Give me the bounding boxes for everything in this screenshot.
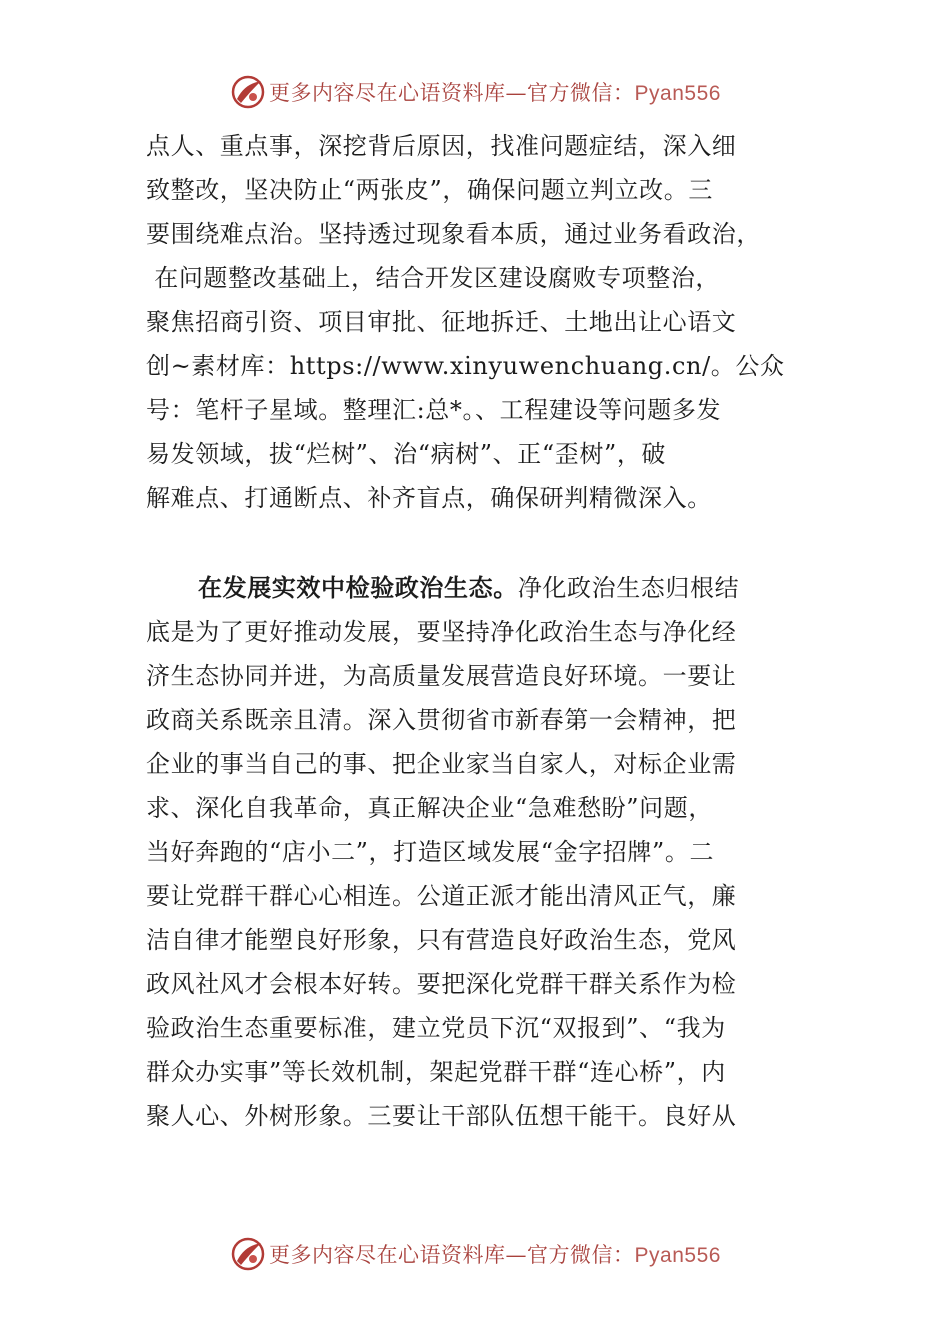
text-line: 洁自律才能塑良好形象，只有营造良好政治生态，党风: [146, 926, 737, 954]
text-line: 致整改，坚决防止“两张皮”，确保问题立判立改。三: [146, 176, 713, 204]
text-line: 创~素材库：https://www.xinyuwenchuang.cn/。公众: [146, 352, 785, 380]
text-line: 政风社风才会根本好转。要把深化党群干群关系作为检: [146, 970, 737, 998]
text-line: 要围绕难点治。坚持透过现象看本质，通过业务看政治，: [146, 220, 761, 248]
text-line: 底是为了更好推动发展，要坚持净化政治生态与净化经: [146, 618, 737, 646]
text-line: 验政治生态重要标准，建立党员下沉“双报到”、“我为: [146, 1014, 726, 1042]
footer-watermark: [0, 1234, 950, 1274]
text-line: 聚焦招商引资、项目审批、征地拆迁、土地出让心语文: [146, 308, 737, 336]
text-line: 号：笔杆子星域。整理汇:总*。、工程建设等问题多发: [146, 396, 722, 424]
text-line: 企业的事当自己的事、把企业家当自家人，对标企业需: [146, 750, 737, 778]
seal-logo-icon: [229, 1235, 267, 1273]
text-line: 解难点、打通断点、补齐盲点，确保研判精微深入。: [146, 484, 712, 512]
paragraph-2: [146, 566, 816, 1138]
text-line: 要让党群干群心心相连。公道正派才能出清风正气，廉: [146, 882, 737, 910]
text-line: 群众办实事”等长效机制，架起党群干群“连心桥”，内: [146, 1058, 726, 1086]
watermark-text: 更多内容尽在心语资料库—官方微信：Pyan556: [269, 81, 721, 105]
text-line: 当好奔跑的“店小二”，打造区域发展“金字招牌”。二: [146, 838, 715, 866]
watermark-wechat-id: Pyan556: [634, 1244, 721, 1267]
text-line: 聚人心、外树形象。三要让干部队伍想干能干。良好从: [146, 1102, 737, 1130]
watermark-text: 更多内容尽在心语资料库—官方微信：Pyan556: [269, 1243, 721, 1267]
text-line: 点人、重点事，深挖背后原因，找准问题症结，深入细: [146, 132, 737, 160]
paragraph-1: [146, 124, 816, 520]
text-line: 在问题整改基础上，结合开发区建设腐败专项整治，: [146, 264, 721, 292]
text-line: 济生态协同并进，为高质量发展营造良好环境。一要让: [146, 662, 737, 690]
watermark-wechat-id: Pyan556: [634, 82, 721, 105]
text-line: 求、深化自我革命，真正解决企业“急难愁盼”问题，: [146, 794, 713, 822]
text-line: 易发领域，拔“烂树”、治“病树”、正“歪树”，破: [146, 440, 667, 468]
text-line: 政商关系既亲且清。深入贯彻省市新春第一会精神，把: [146, 706, 737, 734]
text-line: 净化政治生态归根结: [517, 574, 740, 602]
paragraph-first-line: [146, 566, 816, 610]
seal-logo-icon: [229, 73, 267, 111]
section-heading: 在发展实效中检验政治生态。: [198, 574, 518, 602]
header-watermark: [0, 72, 950, 112]
